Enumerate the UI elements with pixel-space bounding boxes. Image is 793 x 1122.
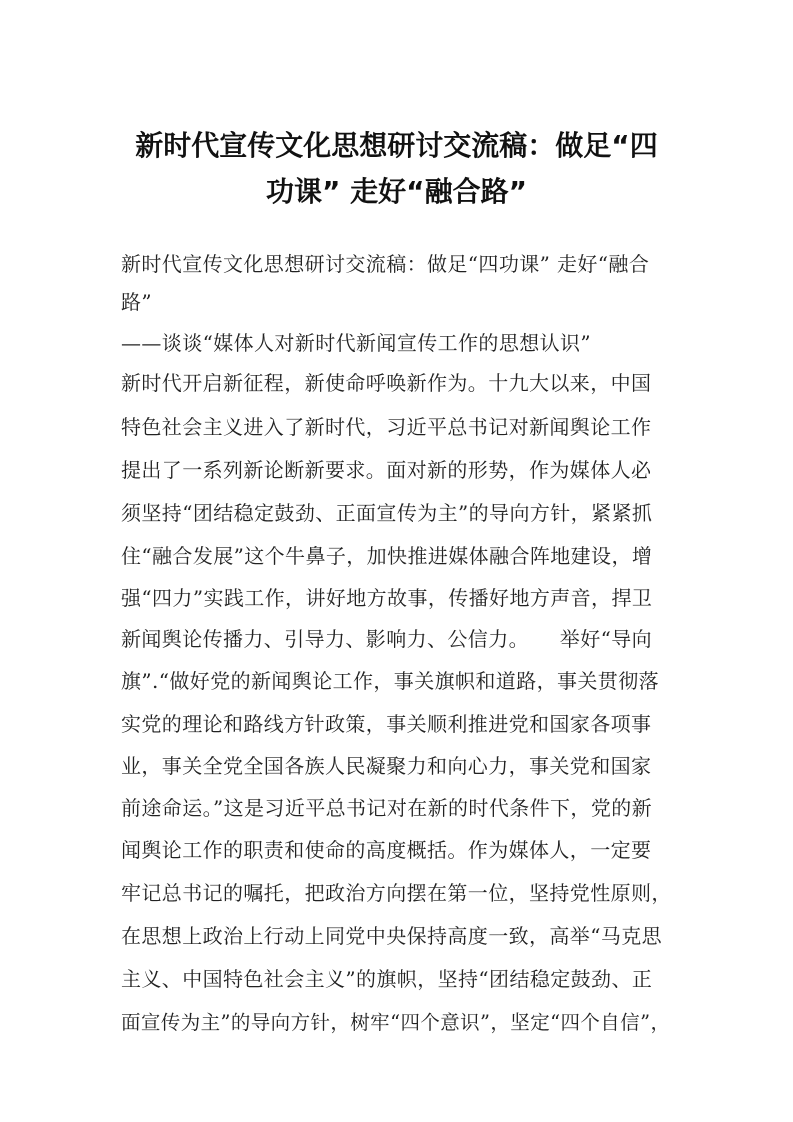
- body-line-11: 旗”.“做好党的新闻舆论工作，事关旗帜和道路，事关贯彻落: [121, 669, 660, 693]
- body-line-3: ——谈谈“媒体人对新时代新闻宣传工作的思想认识”: [121, 331, 592, 355]
- document-title-line-2: 功课” 走好“融合路”: [266, 175, 527, 208]
- body-line-5: 特色社会主义进入了新时代，习近平总书记对新闻舆论工作: [121, 415, 652, 439]
- body-line-17: 在思想上政治上行动上同党中央保持高度一致，高举“马克思: [121, 924, 663, 948]
- body-line-19: 面宣传为主”的导向方针，树牢“四个意识”，坚定“四个自信”，: [121, 1011, 671, 1034]
- body-line-8: 住“融合发展”这个牛鼻子，加快推进媒体融合阵地建设，增: [121, 544, 653, 568]
- body-line-13: 业，事关全党全国各族人民凝聚力和向心力，事关党和国家: [121, 754, 652, 778]
- body-line-6: 提出了一系列新论断新要求。面对新的形势，作为媒体人必: [121, 458, 652, 482]
- body-line-15: 闻舆论工作的职责和使命的高度概括。作为媒体人，一定要: [121, 838, 652, 862]
- body-line-14: 前途命运。”这是习近平总书记对在新的时代条件下，党的新: [121, 796, 653, 820]
- document-title-line-1: 新时代宣传文化思想研讨交流稿：做足“四: [135, 129, 658, 162]
- body-line-1: 新时代宣传文化思想研讨交流稿：做足“四功课” 走好“融合: [121, 252, 650, 276]
- body-line-18: 主义、中国特色社会主义”的旗帜，坚持“团结稳定鼓劲、正: [121, 967, 653, 991]
- body-line-2: 路”: [121, 290, 153, 314]
- body-line-16: 牢记总书记的嘱托，把政治方向摆在第一位，坚持党性原则，: [121, 881, 672, 905]
- body-line-10: 新闻舆论传播力、引导力、影响力、公信力。 举好“导向: [121, 627, 653, 651]
- body-line-7: 须坚持“团结稳定鼓劲、正面宣传为主”的导向方针，紧紧抓: [121, 501, 653, 525]
- body-line-12: 实党的理论和路线方针政策，事关顺利推进党和国家各项事: [121, 712, 652, 736]
- body-line-9: 强“四力”实践工作，讲好地方故事，传播好地方声音，捍卫: [121, 586, 653, 610]
- body-line-4: 新时代开启新征程，新使命呼唤新作为。十九大以来，中国: [121, 371, 652, 395]
